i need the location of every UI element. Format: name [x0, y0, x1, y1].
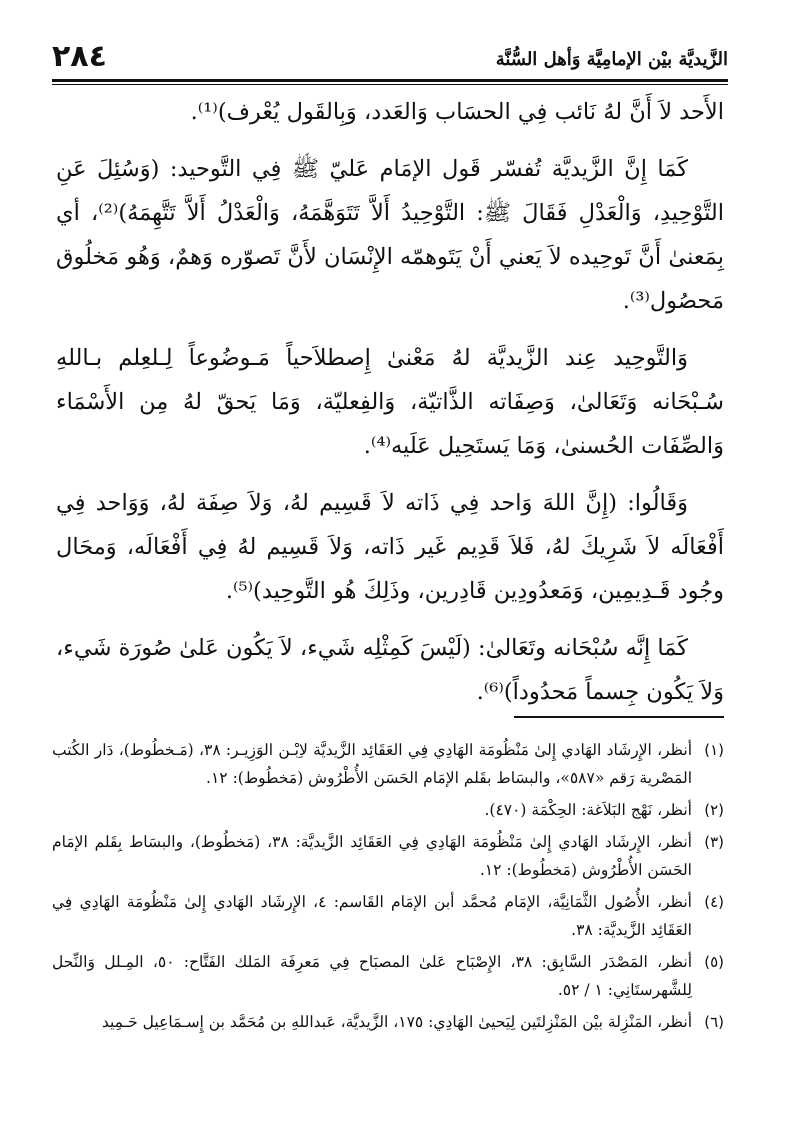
- footnote-number: (٢): [704, 801, 724, 819]
- footnote: [52, 796, 724, 824]
- footnote: [52, 888, 724, 944]
- page-header: [52, 28, 728, 78]
- paragraph: الأَحد لاَ أَنَّ لهُ نَائب فِي الحسَاب وَالعَدد، وَبِالقَول يُعْرف)⁽¹⁾.: [190, 99, 724, 125]
- footnote-text: أنظر، نَهْج البَلاَغة: الحِكْمَة (٤٧٠).: [484, 801, 692, 819]
- footnote-number: (٥): [704, 953, 724, 971]
- running-title: الزَّيديَّة بيْن الإمامِيَّة وَأهل السُّنَّة: [495, 49, 728, 70]
- footnote-text: أنظر، الإِرشَاد الهَادي إِلىٰ مَنْظُومَة الهَادِي فِي العَقَائِد الزَّيديَّة لاِبْـن الوَزِيـر: ٣٨، (مَـخطُوط)، دَار الكُتب المَصْرية رَقم «٥٨٧»، والبسَاط بقَلم الإمَام الحَسَن الأُطْرُوش (مَخطُوط): ١٢.: [52, 741, 693, 787]
- footnote: [52, 736, 724, 792]
- page-number: ٢٨٤: [52, 39, 107, 74]
- footnote-number: (٣): [704, 833, 724, 851]
- footnote-number: (١): [704, 741, 724, 759]
- footnote-text: أنظر، المَنْزِلة بيْن المَنْزِلتَين لِيَحيىٰ الهَادِي: ١٧٥، الزَّيديَّة، عَبداللهِ بن مُحَمَّد بن إِسـمَاعِيل حَـمِيد: [101, 1013, 692, 1031]
- paragraph: كَمَا إِنَّ الزَّيديَّة تُفسّر قَول الإمَام عَليّ ﷺ فِي التَّوحيد: (وَسُئِلَ عَنِ التَّوْحِيدِ، وَالْعَدْلِ فَقَالَ ﷺ: التَّوْحِيدُ أَلاَّ تَتَوَهَّمَهُ، وَالْعَدْلُ أَلاَّ تَتَّهِمَهُ)⁽²⁾، أي بِمَعنىٰ أَنَّ تَوحِيده لاَ يَعني أَنْ يَتَوهمّه الإِنْسَان لأَنَّ تَصوّره وَهمٌ، وَهُو مَخلُوق مَحصُول⁽³⁾.: [56, 156, 724, 314]
- footnote-text: أنظر، الأُصُول الثَّمَانِيَّة، الإمَام مُحمَّد أبن الإمَام القَاسم: ٤، الإِرشَاد الهَادي إِلىٰ مَنْظُومَة الهَادِي فِي العَقَائِد الزَّيديَّة: ٣٨.: [52, 893, 692, 939]
- footnote: [52, 828, 724, 884]
- paragraph: وَقَالُوا: (إِنَّ اللهَ وَاحد فِي ذَاته لاَ قَسِيم لهُ، وَلاَ صِفَة لهُ، وَوَاحد فِي أَفْعَالَه لاَ شَرِيكَ لهُ، فَلاَ قَدِيم غَير ذَاته، وَلاَ قَسِيم لهُ فِي أَفْعَالَه، وَمحَال وجُود قَـدِيمِين، وَمَعدُودِين قَادِرين، وذَلِكَ هُو التَّوحِيد)⁽⁵⁾.: [56, 490, 724, 604]
- footnote-number: (٤): [704, 893, 724, 911]
- header-rule: [52, 79, 728, 82]
- footnote: [52, 948, 724, 1004]
- footnote-number: (٦): [704, 1013, 724, 1031]
- footnote-separator: [514, 716, 724, 718]
- paragraph: كَمَا إِنَّه سُبْحَانه وتَعَالىٰ: (لَيْسَ كَمِثْلِه شَيء، لاَ يَكُون عَلىٰ صُورَة شَيء، وَلاَ يَكُون جِسماً مَحدُوداً)⁽⁶⁾.: [56, 635, 724, 705]
- main-text: [56, 90, 724, 727]
- footnote: [52, 1008, 724, 1036]
- footnotes: [52, 736, 724, 1040]
- footnote-text: أنظر، الإِرشَاد الهَادي إِلىٰ مَنْظُومَة الهَادِي فِي العَقَائِد الزَّيديَّة: ٣٨، (مَخطُوط)، والبسَاط بِقَلم الإمَام الحَسَن الأُطْرُوش (مَخطُوط): ١٢.: [52, 833, 692, 879]
- footnote-text: أنظر، المَصْدَر السَّابِق: ٣٨، الإِصْبَاح عَلىٰ المصبَاح فِي مَعرِفَة المَلك الفَتَّاح: ٥٠، المِـلل وَالنِّحل لِلشَّهرستَانِي: ١ / ٥٢.: [52, 953, 692, 999]
- paragraph: وَالتَّوحِيد عِند الزَّيديَّة لهُ مَعْنىٰ إِصطلاَحياً مَـوضُوعاً لِـلعِلم بـاللهِ سُـبْحَانه وَتَعَالىٰ، وَصِفَاته الذَّاتيّة، وَالفِعليّة، وَمَا يَحقّ لهُ مِن الأَسْمَاء وَالصِّفَات الحُسنىٰ، وَمَا يَستَحِيل عَلَيه⁽⁴⁾.: [56, 345, 724, 459]
